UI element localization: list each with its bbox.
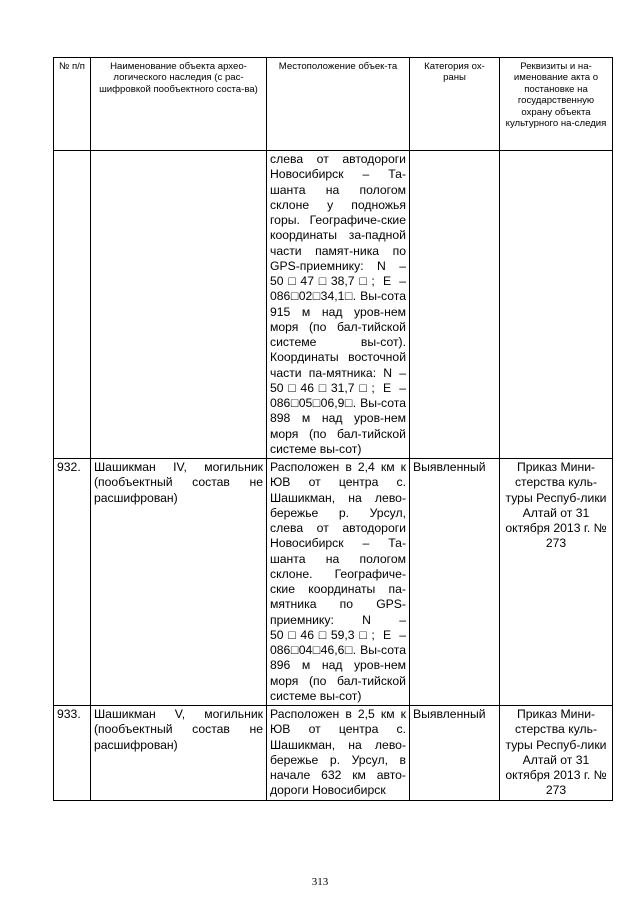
table-row (54, 706, 613, 801)
row-category: Выявленный (410, 706, 500, 801)
row-category (410, 151, 500, 459)
row-requisites: Приказ Мини-стерства куль-туры Респуб-лики Алтай от 31 октября 2013 г. № 273 (500, 459, 613, 706)
header-protection-category: Категория ох-раны (410, 58, 500, 151)
header-number: № п/п (54, 58, 91, 151)
table-row (54, 459, 613, 706)
row-requisites: Приказ Мини-стерства куль-туры Респуб-лики Алтай от 31 октября 2013 г. № 273 (500, 706, 613, 801)
table-row (54, 151, 613, 459)
row-location: Расположен в 2,5 км к ЮВ от центра с. Шашикман, на лево-бережье р. Урсул, в начале 632 км авто-дороги Новосибирск (267, 706, 410, 801)
page-number: 313 (311, 876, 329, 888)
header-object-name: Наименование объекта архео-логического наследия (с рас-шифровкой пообъектного соста-ва) (91, 58, 267, 151)
header-act-requisites: Реквизиты и на-именование акта о постановке на государственную охрану объекта культурного на-следия (500, 58, 613, 151)
row-category: Выявленный (410, 459, 500, 706)
row-number: 933. (54, 706, 91, 801)
row-object-name: Шашикман IV, могильник (пообъектный состав не расшифрован) (91, 459, 267, 706)
row-requisites (500, 151, 613, 459)
row-object-name (91, 151, 267, 459)
row-object-name: Шашикман V, могильник (пообъектный состав не расшифрован) (91, 706, 267, 801)
table-header-row (54, 58, 613, 151)
row-number (54, 151, 91, 459)
row-location: Расположен в 2,4 км к ЮВ от центра с. Шашикман, на лево-бережье р. Урсул, слева от автодороги Новосибирск – Та-шанта на пологом склоне. Географиче-ские координаты па-мятника по GPS-приемнику: N – 50□46□59,3□; E – 086□04□46,6□. Вы-сота 896 м над уров-нем моря (по бал-тийской системе вы-сот) (267, 459, 410, 706)
row-number: 932. (54, 459, 91, 706)
row-location: слева от автодороги Новосибирск – Та-шанта на пологом склоне у подножья горы. Географиче-ские координаты за-падной части памят-ника по GPS-приемнику: N – 50□47□38,7□; E – 086□02□34,1□. Вы-сота 915 м над уров-нем моря (по бал-тийской системе вы-сот). Координаты восточной части па-мятника: N – 50□46□31,7□; E – 086□05□06,9□. Вы-сота 898 м над уров-нем моря (по бал-тийской системе вы-сот) (267, 151, 410, 459)
heritage-register-table (53, 57, 613, 801)
header-location: Местоположение объек-та (267, 58, 410, 151)
